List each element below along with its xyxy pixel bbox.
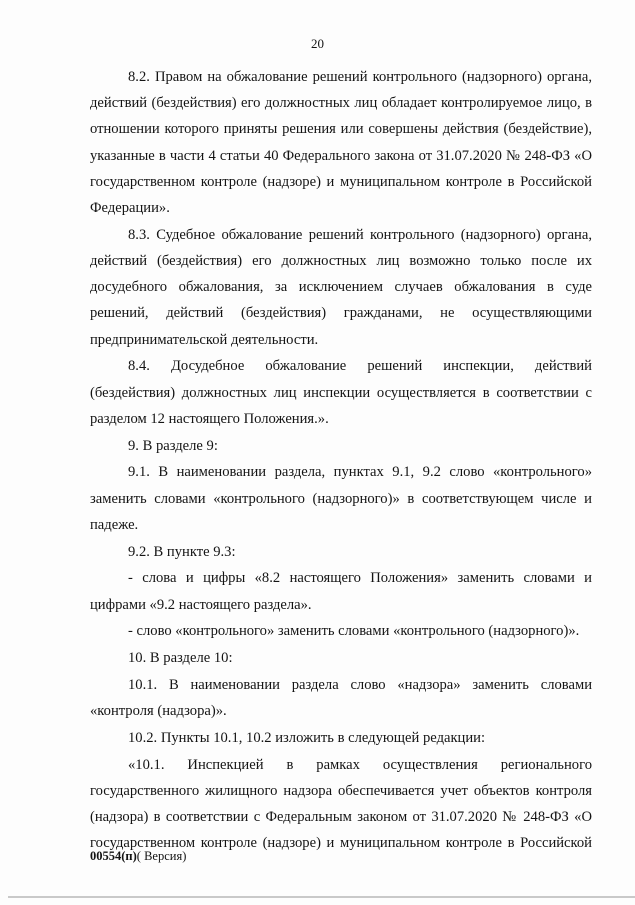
paragraph-9-2: 9.2. В пункте 9.3: [128, 543, 236, 560]
paragraph-9-2-item-2: - слово «контрольного» заменить словами «контрольного (надзорного)». [128, 623, 580, 640]
paragraph-8-4: 8.4. Досудебное обжалование решений инспекции, действий (бездействия) должностных лиц инспекции осуществляется в соответствии с разделом 12 настоящего Положения.». [90, 358, 592, 427]
paragraph-9-1: 9.1. В наименовании раздела, пунктах 9.1, 9.2 слово «контрольного» заменить словами «контрольного (надзорного)» в соответствующем числе и падеже. [90, 464, 592, 533]
paragraph-9: 9. В разделе 9: [128, 437, 218, 454]
paragraph-10-1: 10.1. В наименовании раздела слово «надзора» заменить словами «контроля (надзора)». [90, 677, 592, 720]
paragraph-10: 10. В разделе 10: [128, 650, 233, 667]
paragraph-10-2: 10.2. Пункты 10.1, 10.2 изложить в следующей редакции: [128, 730, 486, 747]
page-edge-divider [8, 896, 635, 898]
paragraph-8-3: 8.3. Судебное обжалование решений контрольного (надзорного) органа, действий (бездействия) его должностных лиц возможно только после их досудебного обжалования, за исключением случаев обжалования в суде решений, действий (бездействия) гражданами, не осуществляющими предпринимательской деятельности. [90, 226, 592, 348]
paragraph-9-2-item-1: - слова и цифры «8.2 настоящего Положения» заменить словами и цифрами «9.2 настоящего раздела». [90, 570, 592, 613]
paragraph-10-1-new: «10.1. Инспекцией в рамках осуществления регионального государственного жилищного надзора обеспечивается учет объектов контроля (надзора) в соответствии с Федеральным законом от 31.07.2020 № 248-ФЗ «О государственном контроле (надзоре) и муниципальном контроле в Российской [90, 756, 592, 852]
document-code: 00554(п) [90, 849, 137, 863]
page-number: 20 [311, 36, 324, 51]
document-body [90, 64, 592, 857]
document-version: ( Версия) [136, 849, 187, 863]
document-footer [90, 849, 186, 864]
paragraph-8-2: 8.2. Правом на обжалование решений контрольного (надзорного) органа, действий (бездействия) его должностных лиц обладает контролируемое лицо, в отношении которого приняты решения или совершены действия (бездействие), указанные в части 4 статьи 40 Федерального закона от 31.07.2020 № 248-ФЗ «О государственном контроле (надзоре) и муниципальном контроле в Российской Федерации». [90, 69, 592, 217]
